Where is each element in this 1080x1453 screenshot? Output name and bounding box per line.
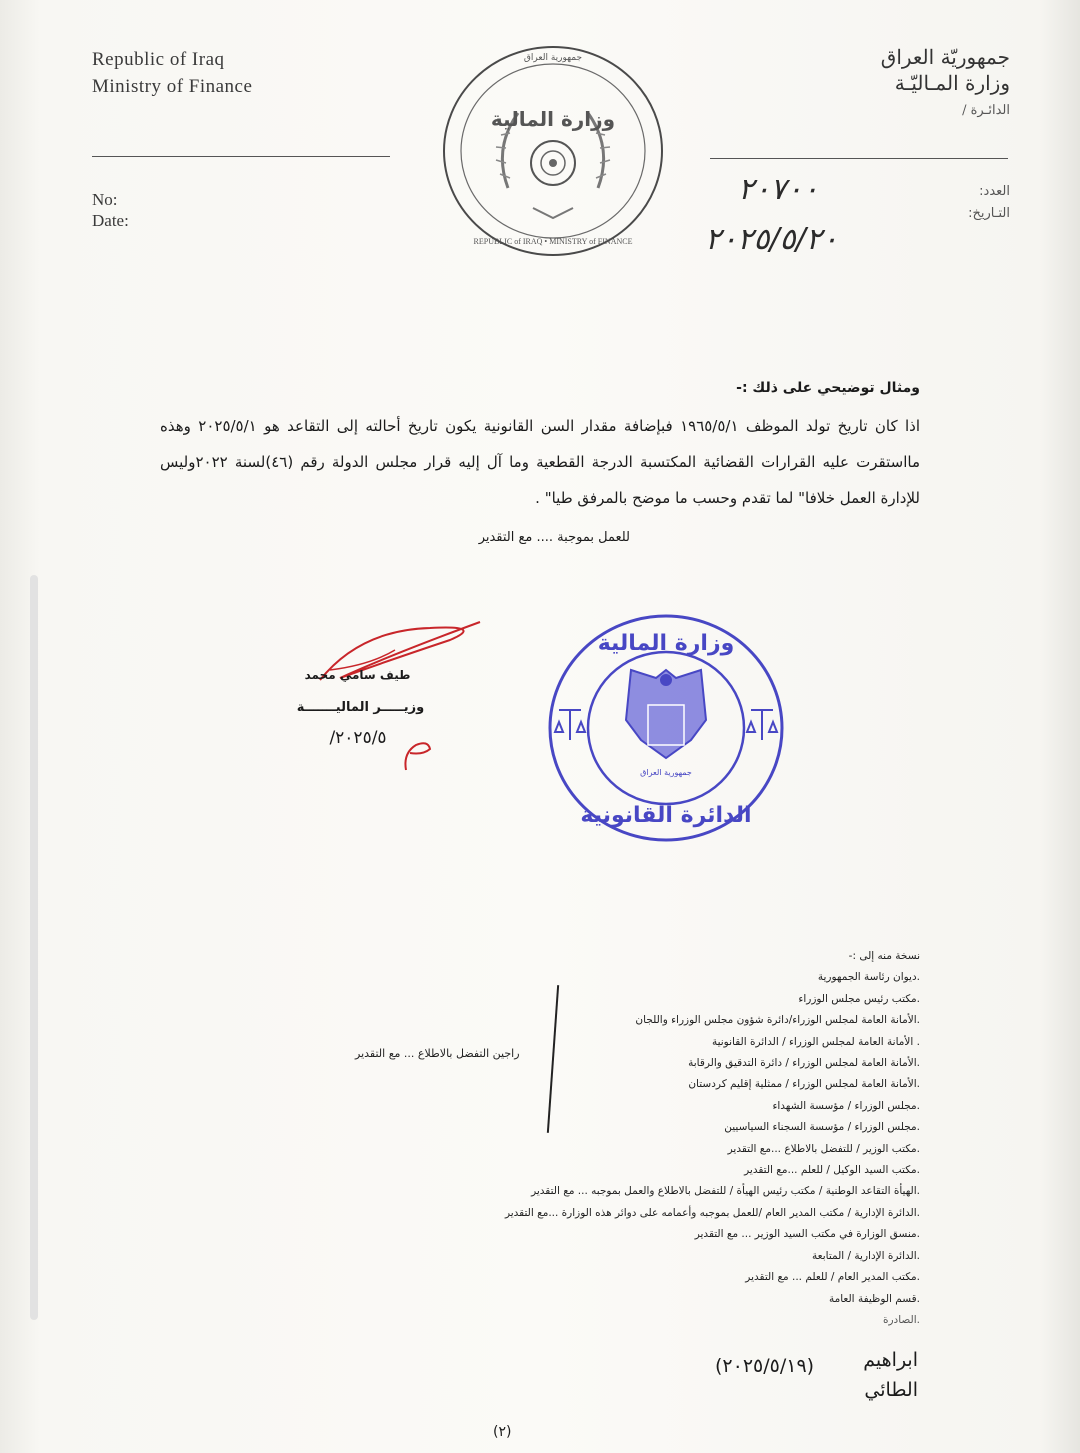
ar-no-label: العدد: <box>979 184 1010 199</box>
en-republic: Republic of Iraq <box>92 49 225 70</box>
author-name-line2: الطائي <box>864 1379 918 1401</box>
list-item: .ديوان رئاسة الجمهورية <box>817 971 920 984</box>
left-header-rule <box>92 156 390 157</box>
list-item: .مجلس الوزراء / مؤسسة السجناء السياسيين <box>724 1121 920 1134</box>
red-date-mark-icon <box>398 735 438 775</box>
example-heading: ومثال توضيحي على ذلك :- <box>736 380 920 396</box>
english-no-date <box>92 189 129 231</box>
stamp-top-text: وزارة المالية <box>597 631 735 656</box>
list-item: .الهيأة التقاعد الوطنية / مكتب رئيس الهيأة / للتفضل بالاطلاع والعمل بموجبه ... مع التقدير <box>531 1185 920 1198</box>
ministry-seal-icon <box>438 38 668 260</box>
ar-ministry: وزارة المـاليّـة <box>894 71 1010 95</box>
handwritten-date: ٢٠٢٥/٥/٢٠ <box>705 222 839 257</box>
list-item: . الأمانة العامة لمجلس الوزراء / الدائرة القانونية <box>711 1035 920 1048</box>
minister-name: طيف سامي محمد <box>304 668 411 682</box>
handwritten-number: ٢٠٧٠٠ <box>738 172 819 207</box>
legal-department-stamp-icon <box>544 610 788 846</box>
list-item: .الأمانة العامة لمجلس الوزراء/دائرة شؤون مجلس الوزراء واللجان <box>635 1014 920 1027</box>
side-note: راجين التفضل بالاطلاع ... مع التقدير <box>355 1047 520 1060</box>
stamp-bottom-text: الدائرة القانونية <box>580 803 752 828</box>
list-item: .الصادرة <box>882 1313 920 1326</box>
ar-department: الدائـرة / <box>962 103 1010 118</box>
list-item: .مكتب رئيس مجلس الوزراء <box>798 992 920 1005</box>
list-item: .مجلس الوزراء / مؤسسة الشهداء <box>772 1099 920 1112</box>
list-item: .مكتب المدير العام / للعلم ... مع التقدير <box>745 1271 920 1284</box>
arabic-no-date <box>968 181 1010 225</box>
ar-date-label: التـاريخ: <box>968 206 1010 221</box>
list-item: .قسم الوظيفة العامة <box>828 1292 920 1305</box>
footer-date: (٢٠٢٥/٥/١٩) <box>715 1355 815 1377</box>
en-no-label: No: <box>92 190 118 209</box>
minister-title: وزيـــــر الماليـــــــة <box>296 700 425 715</box>
list-item: .مكتب الوزير / للتفضل بالاطلاع ...مع التقدير <box>727 1142 920 1155</box>
list-item: .منسق الوزارة في مكتب السيد الوزير ... مع التقدير <box>694 1228 920 1241</box>
closing-line: للعمل بموجبة .... مع التقدير <box>478 530 630 545</box>
signature-scribble-icon <box>300 610 500 700</box>
list-item: .الدائرة الإدارية / مكتب المدير العام /للعمل بموجبه وأعمامه على دوائر هذه الوزارة ...مع التقدير <box>504 1206 920 1219</box>
seal-center-text: وزارة المالية <box>490 107 616 131</box>
list-item: .الأمانة العامة لمجلس الوزراء / ممثلية إقليم كردستان <box>688 1078 920 1091</box>
copies-list <box>505 946 920 1331</box>
author-initials <box>863 1345 918 1405</box>
body-paragraph: اذا كان تاريخ تولد الموظف ١٩٦٥/٥/١ فبإضافة مقدار السن القانونية يكون تاريخ أحالته إلى التقاعد هو ٢٠٢٥/٥/١ وهذه مااستقرت عليه القرارات القضائية المكتسبة الدرجة القطعية وما آل إليه قرار مجلس الدولة رقم (٤٦)لسنة ٢٠٢٢وليس للإدارة العمل خلافا" لما تقدم وحسب ما موضح بالمرفق طيا" . <box>160 417 921 507</box>
seal-ring-arabic: جمهورية العراق <box>523 53 583 63</box>
author-name-line1: ابراهيم <box>863 1349 918 1371</box>
en-date-label: Date: <box>92 211 129 230</box>
english-header <box>92 46 252 100</box>
page-number: (٢) <box>493 1424 512 1440</box>
stamp-emblem-text: جمهورية العراق <box>640 768 692 777</box>
seal-ring-text: REPUBLIC of IRAQ • MINISTRY of FINANCE <box>473 237 633 246</box>
copies-title: نسخة منه إلى :- <box>848 950 920 962</box>
scrollbar[interactable] <box>30 575 38 1320</box>
signature-date: ٢٠٢٥/٥/ <box>329 728 387 748</box>
arabic-header <box>881 44 1010 126</box>
right-header-rule <box>710 158 1008 159</box>
en-ministry: Ministry of Finance <box>92 76 253 97</box>
ar-republic: جمهوريّة العراق <box>880 45 1010 69</box>
list-item: .الدائرة الإدارية / المتابعة <box>812 1249 920 1262</box>
list-item: .مكتب السيد الوكيل / للعلم ...مع التقدير <box>744 1164 920 1177</box>
list-item: .الأمانة العامة لمجلس الوزراء / دائرة التدقيق والرقابة <box>688 1057 920 1070</box>
